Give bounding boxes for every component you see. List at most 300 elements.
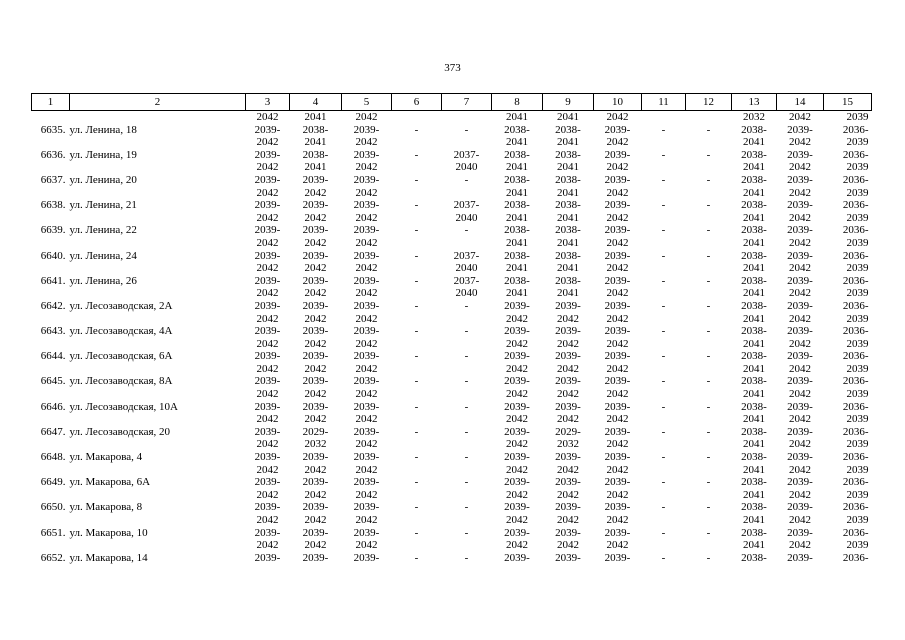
cell: 2042 <box>606 111 629 123</box>
period-cell <box>492 199 543 224</box>
period-end: 2042 <box>304 262 327 275</box>
table-row <box>32 375 872 400</box>
cell: 2042 <box>355 111 378 123</box>
period-start: 2039- <box>604 526 631 539</box>
period-end: 2041 <box>743 539 765 552</box>
period-start: 2038- <box>555 224 581 237</box>
period-end <box>824 564 869 577</box>
period-start: 2039- <box>604 199 631 212</box>
period-start: 2039- <box>302 451 329 464</box>
page-number: 373 <box>444 62 461 74</box>
period-cell <box>543 451 594 476</box>
period-start: - <box>661 249 666 262</box>
period-cell <box>642 199 686 224</box>
period-end <box>442 237 492 250</box>
period-start: 2039- <box>787 350 813 363</box>
address-cell: ул. Макарова, 14 <box>69 551 148 564</box>
period-cell <box>686 426 732 451</box>
period-end: 2042 <box>557 514 579 526</box>
period-start: 2039- <box>555 325 581 338</box>
period-start: 2039- <box>353 148 380 161</box>
period-start: - <box>661 501 666 514</box>
table-row <box>32 350 872 375</box>
period-end: 2042 <box>256 388 279 401</box>
column-header: 5 <box>342 94 392 111</box>
period-start: 2038- <box>741 350 767 363</box>
address-cell: ул. Ленина, 20 <box>69 173 137 186</box>
period-end <box>442 489 492 502</box>
period-end: 2040 <box>455 262 478 275</box>
period-end <box>642 313 686 326</box>
period-cell <box>290 350 342 375</box>
period-cell <box>777 476 824 501</box>
period-cell <box>642 375 686 400</box>
period-cell <box>777 224 824 249</box>
period-start: - <box>661 148 666 161</box>
period-cell <box>594 552 642 577</box>
period-cell <box>392 300 442 325</box>
period-start: - <box>464 325 469 338</box>
period-cell <box>777 275 824 300</box>
row-number: 6652. <box>40 551 66 564</box>
period-end <box>392 489 442 502</box>
period-start: 2039- <box>504 451 530 464</box>
period-start: 2039- <box>302 325 329 338</box>
period-cell <box>442 375 492 400</box>
period-end <box>642 136 686 149</box>
period-start: 2039- <box>353 551 380 564</box>
period-start: 2038- <box>555 199 581 212</box>
period-end: 2042 <box>789 287 811 300</box>
period-start: - <box>661 224 666 237</box>
address-cell: ул. Ленина, 21 <box>69 199 137 212</box>
period-start: 2039- <box>353 526 380 539</box>
period-cell <box>824 250 872 275</box>
period-cell <box>246 174 290 199</box>
period-cell <box>777 451 824 476</box>
period-start: 2038- <box>741 123 767 136</box>
period-start: - <box>414 350 419 363</box>
period-end: 2041 <box>743 186 765 199</box>
period-cell <box>686 174 732 199</box>
period-end: 2041 <box>743 337 765 350</box>
period-start: 2039- <box>302 249 329 262</box>
period-end: 2042 <box>606 514 629 526</box>
period-cell <box>642 124 686 149</box>
period-cell <box>442 149 492 174</box>
period-end: 2042 <box>506 413 528 426</box>
period-start: - <box>661 123 666 136</box>
period-end: 2042 <box>355 236 378 249</box>
period-cell <box>686 149 732 174</box>
period-cell <box>442 476 492 501</box>
period-start: 2039- <box>302 476 329 489</box>
period-cell <box>492 250 543 275</box>
period-end: 2042 <box>557 388 579 401</box>
period-start: - <box>661 476 666 489</box>
period-start: - <box>414 451 419 464</box>
period-cell <box>686 275 732 300</box>
period-start: 2039- <box>787 551 813 564</box>
period-cell <box>686 527 732 552</box>
column-header: 14 <box>777 94 824 111</box>
period-end: 2041 <box>506 262 528 275</box>
period-start: 2036- <box>842 551 869 564</box>
period-start: 2036- <box>842 199 869 212</box>
period-end <box>642 438 686 451</box>
period-end: 2040 <box>455 211 478 224</box>
period-cell <box>290 300 342 325</box>
period-start: 2038- <box>741 501 767 514</box>
period-cell <box>442 527 492 552</box>
row-number: 6635. <box>40 123 66 136</box>
period-end: 2040 <box>455 161 478 174</box>
period-cell <box>594 451 642 476</box>
period-end <box>642 338 686 351</box>
period-cell <box>342 275 392 300</box>
period-cell <box>392 401 442 426</box>
period-cell <box>777 401 824 426</box>
period-start: - <box>414 199 419 212</box>
row-number: 6648. <box>40 451 66 464</box>
period-end: 2041 <box>743 362 765 375</box>
address-cell: ул. Макарова, 4 <box>69 451 143 464</box>
period-start: 2037- <box>453 148 480 161</box>
period-cell <box>642 476 686 501</box>
period-cell <box>686 476 732 501</box>
period-start: - <box>414 299 419 312</box>
period-end: 2041 <box>506 136 528 149</box>
period-cell <box>392 275 442 300</box>
period-start: - <box>464 400 469 413</box>
period-start: 2039- <box>555 350 581 363</box>
table-row <box>32 501 872 526</box>
period-end: 2042 <box>557 312 579 325</box>
period-end: 2041 <box>743 136 765 149</box>
period-cell <box>492 501 543 526</box>
period-start: 2039- <box>254 501 281 514</box>
period-end: 2042 <box>355 211 378 224</box>
period-cell <box>392 149 442 174</box>
period-cell <box>732 426 777 451</box>
period-cell <box>290 501 342 526</box>
period-cell <box>777 375 824 400</box>
period-cell <box>342 325 392 350</box>
table-row <box>32 476 872 501</box>
period-cell <box>492 224 543 249</box>
period-end <box>686 212 732 225</box>
period-end: 2042 <box>789 463 811 476</box>
cell: 2042 <box>789 111 811 123</box>
period-start: 2037- <box>453 199 480 212</box>
address-cell: ул. Лесозаводская, 6А <box>69 350 173 363</box>
schedule-table <box>31 93 872 577</box>
period-end: 2041 <box>743 413 765 426</box>
row-number: 6638. <box>40 199 66 212</box>
period-end: 2042 <box>304 236 327 249</box>
period-end: 2042 <box>256 211 279 224</box>
period-end: 2039 <box>846 463 869 476</box>
period-end: 2042 <box>506 488 528 501</box>
period-end: 2042 <box>355 488 378 501</box>
address-cell: ул. Ленина, 22 <box>69 224 137 237</box>
period-cell <box>246 149 290 174</box>
period-cell <box>290 325 342 350</box>
period-end: 2039 <box>846 539 869 552</box>
period-end: 2039 <box>846 236 869 249</box>
period-end: 2039 <box>846 211 869 224</box>
period-start: - <box>464 551 469 564</box>
period-end: 2042 <box>506 312 528 325</box>
period-start: - <box>706 526 711 539</box>
period-start: 2039- <box>504 400 530 413</box>
period-end: 2041 <box>557 136 579 149</box>
period-end: 2042 <box>355 463 378 476</box>
period-end: 2042 <box>606 362 629 375</box>
period-cell <box>594 350 642 375</box>
period-end: 2041 <box>743 312 765 325</box>
period-end <box>246 564 290 577</box>
period-start: 2039- <box>254 476 281 489</box>
period-end: 2041 <box>743 211 765 224</box>
period-start: - <box>414 249 419 262</box>
address-cell: ул. Лесозаводская, 20 <box>69 425 171 438</box>
period-cell <box>342 552 392 577</box>
period-start: 2039- <box>302 501 329 514</box>
period-end: 2039 <box>846 362 869 375</box>
row-number: 6642. <box>40 299 66 312</box>
period-start: 2039- <box>555 375 581 388</box>
period-start: - <box>661 551 666 564</box>
period-cell <box>777 199 824 224</box>
period-end: 2042 <box>355 413 378 426</box>
period-start: 2039- <box>353 325 380 338</box>
period-cell <box>342 527 392 552</box>
period-end: 2041 <box>506 161 528 174</box>
period-cell <box>543 224 594 249</box>
period-start: - <box>706 249 711 262</box>
row-number: 6641. <box>40 274 66 287</box>
period-end <box>642 564 686 577</box>
period-cell <box>732 451 777 476</box>
period-start: 2039- <box>254 123 281 136</box>
period-cell <box>824 124 872 149</box>
row-number: 6640. <box>40 249 66 262</box>
continuation-row <box>32 111 872 124</box>
period-start: 2039- <box>787 526 813 539</box>
period-end: 2042 <box>606 211 629 224</box>
period-cell <box>342 501 392 526</box>
period-start: 2039- <box>604 501 631 514</box>
period-start: 2039- <box>604 476 631 489</box>
period-end <box>732 564 777 577</box>
period-start: - <box>464 224 469 237</box>
period-end <box>686 237 732 250</box>
period-start: 2036- <box>842 299 869 312</box>
period-start: 2039- <box>504 476 530 489</box>
row-number: 6645. <box>40 375 66 388</box>
period-cell <box>492 174 543 199</box>
period-start: 2039- <box>504 350 530 363</box>
period-cell <box>290 375 342 400</box>
period-cell <box>543 552 594 577</box>
period-start: 2039- <box>504 299 530 312</box>
period-cell <box>824 300 872 325</box>
period-start: 2039- <box>353 249 380 262</box>
row-number: 6643. <box>40 325 66 338</box>
period-cell <box>543 149 594 174</box>
period-end: 2041 <box>304 136 327 149</box>
period-end: 2042 <box>256 136 279 149</box>
period-end: 2042 <box>304 388 327 401</box>
period-cell <box>732 250 777 275</box>
period-cell <box>543 476 594 501</box>
period-end: 2042 <box>789 161 811 174</box>
period-end: 2042 <box>789 488 811 501</box>
period-end <box>642 363 686 376</box>
period-cell <box>732 300 777 325</box>
period-start: - <box>661 350 666 363</box>
period-start: 2039- <box>353 425 380 438</box>
period-cell <box>246 552 290 577</box>
period-end: 2041 <box>743 388 765 401</box>
period-start: 2039- <box>555 299 581 312</box>
column-header: 6 <box>392 94 442 111</box>
period-start: 2039- <box>254 274 281 287</box>
period-end: 2042 <box>304 539 327 552</box>
period-end: 2042 <box>355 539 378 552</box>
period-start: 2038- <box>504 199 530 212</box>
period-start: 2039- <box>254 299 281 312</box>
period-cell <box>543 199 594 224</box>
period-cell <box>642 426 686 451</box>
period-end: 2042 <box>506 539 528 552</box>
period-end: 2041 <box>557 236 579 249</box>
period-start: 2039- <box>604 551 631 564</box>
period-cell <box>442 350 492 375</box>
period-end: 2039 <box>846 514 869 526</box>
period-cell <box>777 325 824 350</box>
period-start: 2039- <box>254 173 281 186</box>
period-cell <box>342 476 392 501</box>
period-end: 2041 <box>557 262 579 275</box>
period-cell <box>342 451 392 476</box>
period-end: 2042 <box>256 312 279 325</box>
period-end: 2042 <box>304 463 327 476</box>
period-end: 2042 <box>789 438 811 451</box>
period-cell <box>246 501 290 526</box>
period-end <box>392 262 442 275</box>
period-end <box>392 338 442 351</box>
period-start: 2039- <box>504 526 530 539</box>
period-start: 2038- <box>741 425 767 438</box>
table-row <box>32 174 872 199</box>
period-cell <box>492 375 543 400</box>
period-cell <box>594 149 642 174</box>
period-end: 2042 <box>789 136 811 149</box>
period-end: 2039 <box>846 262 869 275</box>
period-cell <box>642 401 686 426</box>
period-end: 2042 <box>256 463 279 476</box>
period-cell <box>392 124 442 149</box>
period-end <box>392 363 442 376</box>
period-end: 2042 <box>256 262 279 275</box>
period-end <box>392 313 442 326</box>
period-start: 2038- <box>741 148 767 161</box>
period-start: 2039- <box>555 400 581 413</box>
period-start: - <box>464 123 469 136</box>
period-start: - <box>706 224 711 237</box>
period-end: 2042 <box>606 236 629 249</box>
period-end <box>642 287 686 300</box>
table-row <box>32 199 872 224</box>
period-cell <box>290 451 342 476</box>
period-start: 2039- <box>787 375 813 388</box>
period-cell <box>492 275 543 300</box>
period-start: - <box>414 501 419 514</box>
period-cell <box>246 300 290 325</box>
period-cell <box>594 199 642 224</box>
period-cell <box>732 401 777 426</box>
period-start: 2036- <box>842 325 869 338</box>
address-cell: ул. Макарова, 6А <box>69 476 151 489</box>
period-start: 2039- <box>787 173 813 186</box>
period-start: 2038- <box>741 451 767 464</box>
period-start: 2039- <box>353 224 380 237</box>
period-end <box>686 338 732 351</box>
period-end <box>642 539 686 552</box>
period-end: 2042 <box>355 136 378 149</box>
period-start: 2039- <box>604 451 631 464</box>
period-end <box>442 363 492 376</box>
period-cell <box>290 476 342 501</box>
row-number: 6651. <box>40 526 66 539</box>
period-start: 2039- <box>604 274 631 287</box>
period-start: 2038- <box>504 123 530 136</box>
period-end <box>543 564 594 577</box>
period-end <box>686 262 732 275</box>
period-end <box>642 413 686 426</box>
period-start: 2039- <box>787 400 813 413</box>
period-end: 2042 <box>789 236 811 249</box>
period-cell <box>290 552 342 577</box>
column-header: 2 <box>70 94 246 111</box>
cell: 2041 <box>304 111 327 123</box>
period-cell <box>824 401 872 426</box>
period-start: 2039- <box>787 199 813 212</box>
period-end: 2042 <box>506 438 528 451</box>
period-end: 2042 <box>506 514 528 526</box>
period-cell <box>594 401 642 426</box>
period-end: 2042 <box>355 262 378 275</box>
period-start: - <box>661 526 666 539</box>
period-cell <box>442 300 492 325</box>
column-header: 10 <box>594 94 642 111</box>
period-start: 2039- <box>504 375 530 388</box>
period-cell <box>442 224 492 249</box>
period-end <box>392 514 442 527</box>
period-start: 2039- <box>555 501 581 514</box>
period-end <box>686 161 732 174</box>
cell <box>642 111 686 124</box>
period-cell <box>492 350 543 375</box>
address-cell: ул. Макарова, 8 <box>69 501 143 514</box>
period-start: 2039- <box>787 224 813 237</box>
period-end: 2042 <box>355 186 378 199</box>
period-cell <box>824 426 872 451</box>
column-header: 3 <box>246 94 290 111</box>
period-cell <box>392 552 442 577</box>
